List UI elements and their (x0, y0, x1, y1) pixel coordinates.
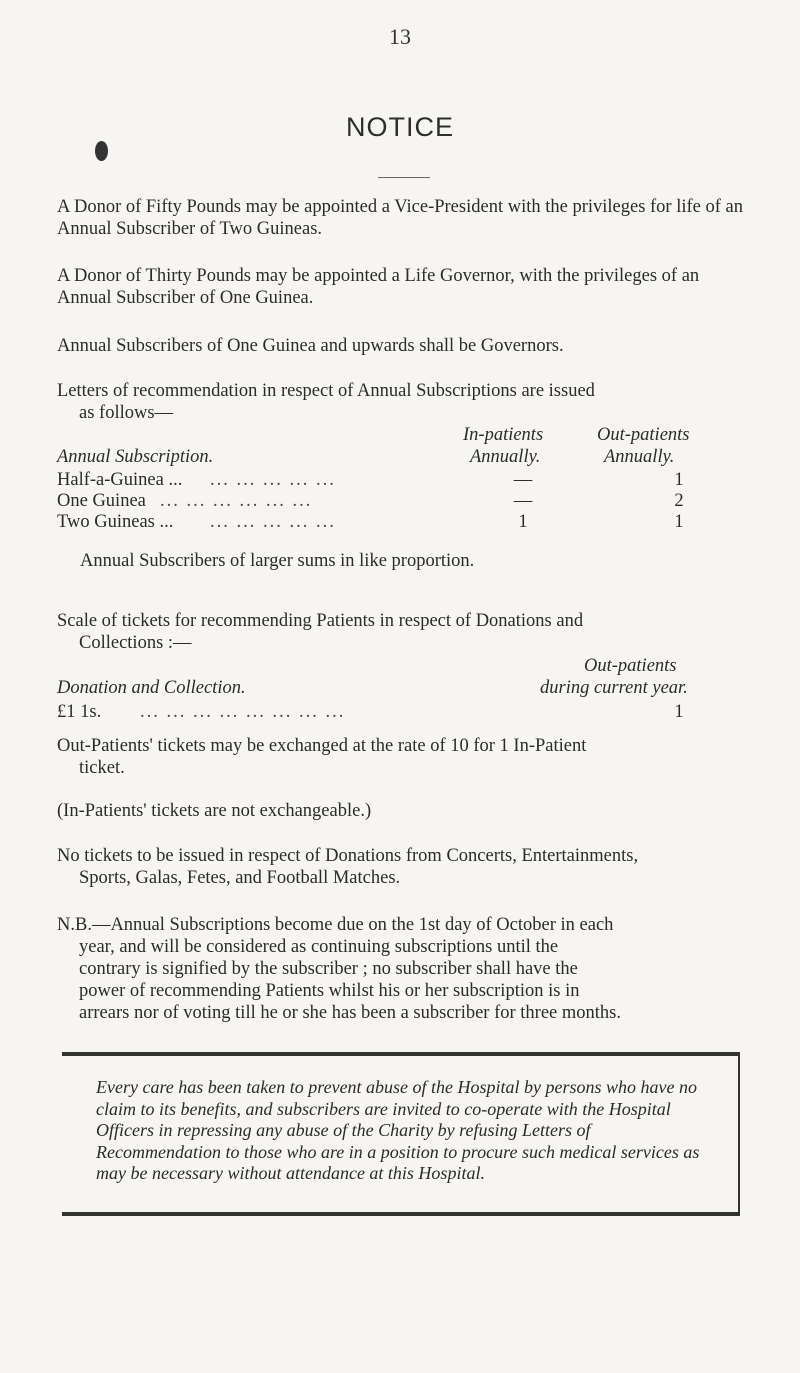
table1-row-in: — (513, 470, 533, 490)
table1-out-header-2: Annually. (604, 447, 675, 467)
no-tickets-line-2: Sports, Galas, Fetes, and Football Matches. (79, 868, 401, 888)
paragraph-vice-president: A Donor of Fifty Pounds may be appointed a Vice-President with the privileges for life of an Annual Subscriber of Two Guineas. (57, 197, 743, 239)
table1-row-label: Half-a-Guinea ... (57, 470, 183, 490)
scale-row-label: £1 1s. (57, 702, 102, 722)
exchange-line-2: ticket. (79, 758, 125, 778)
nb-line-2: year, and will be considered as continuing subscriptions until the (79, 937, 559, 957)
scale-out-header-1: Out-patients (584, 656, 677, 676)
table1-row-in: — (513, 491, 533, 511)
exchange-line-1: Out-Patients' tickets may be exchanged at the rate of 10 for 1 In-Patient (57, 736, 587, 756)
table1-row-out: 1 (674, 512, 684, 532)
scale-row-dots: ... ... ... ... ... ... ... ... (140, 702, 346, 722)
table1-row-label: Two Guineas ... (57, 512, 174, 532)
ink-blot (95, 141, 108, 161)
table1-row-out: 2 (674, 491, 684, 511)
table1-row-dots: ... ... ... ... ... (210, 512, 336, 532)
scale-row-value: 1 (674, 702, 684, 722)
page-title: NOTICE (345, 112, 454, 142)
table1-in-header-1: In-patients (463, 425, 544, 445)
nb-line-1: N.B.—Annual Subscriptions become due on the 1st day of October in each (57, 915, 614, 935)
scale-line-2: Collections :— (79, 633, 192, 653)
table1-row-label: One Guinea (57, 491, 146, 511)
table1-out-header-1: Out-patients (597, 425, 690, 445)
exchange-paragraph (57, 735, 757, 779)
not-exchangeable-note: (In-Patients' tickets are not exchangeable.) (57, 801, 372, 821)
table1-row-out: 1 (674, 470, 684, 490)
scale-label-header: Donation and Collection. (57, 678, 246, 698)
larger-sums-note: Annual Subscribers of larger sums in like proportion. (80, 551, 475, 571)
paragraph-letters (57, 380, 757, 424)
table1-row-dots: ... ... ... ... ... (210, 470, 336, 490)
scale-line-1: Scale of tickets for recommending Patients in respect of Donations and (57, 611, 584, 631)
scale-out-header-2: during current year. (540, 678, 688, 698)
scale-paragraph (57, 610, 757, 654)
table1-label-header: Annual Subscription. (57, 447, 214, 467)
paragraph-governors: Annual Subscribers of One Guinea and upwards shall be Governors. (57, 336, 564, 356)
table1-row-in: 1 (518, 512, 528, 532)
page-number: 13 (389, 24, 411, 49)
abuse-notice-text: Every care has been taken to prevent abuse of the Hospital by persons who have no claim to its benefits, and subscribers are invited to co-operate with the Hospital Officers in repressing any abuse of the Charity by refusing Letters of Recommendation to those who are in a position to procure such medical services as may be necessary without attendance at this Hospital. (96, 1077, 700, 1183)
table1-row-dots: ... ... ... ... ... ... (160, 491, 313, 511)
no-tickets-paragraph (57, 845, 757, 889)
nb-line-3: contrary is signified by the subscriber ; no subscriber shall have the (79, 959, 578, 979)
letters-line-1: Letters of recommendation in respect of Annual Subscriptions are issued (57, 381, 595, 401)
no-tickets-line-1: No tickets to be issued in respect of Donations from Concerts, Entertainments, (57, 846, 639, 866)
paragraph-life-governor: A Donor of Thirty Pounds may be appointed a Life Governor, with the privileges of an Annual Subscriber of One Guinea. (57, 266, 700, 308)
nb-paragraph (57, 914, 757, 1024)
nb-line-5: arrears nor of voting till he or she has been a subscriber for three months. (79, 1003, 621, 1023)
nb-line-4: power of recommending Patients whilst his or her subscription is in (79, 981, 580, 1001)
table1-in-header-2: Annually. (470, 447, 541, 467)
title-divider (378, 177, 430, 178)
letters-line-2: as follows— (79, 403, 174, 423)
abuse-notice-box (62, 1052, 740, 1216)
